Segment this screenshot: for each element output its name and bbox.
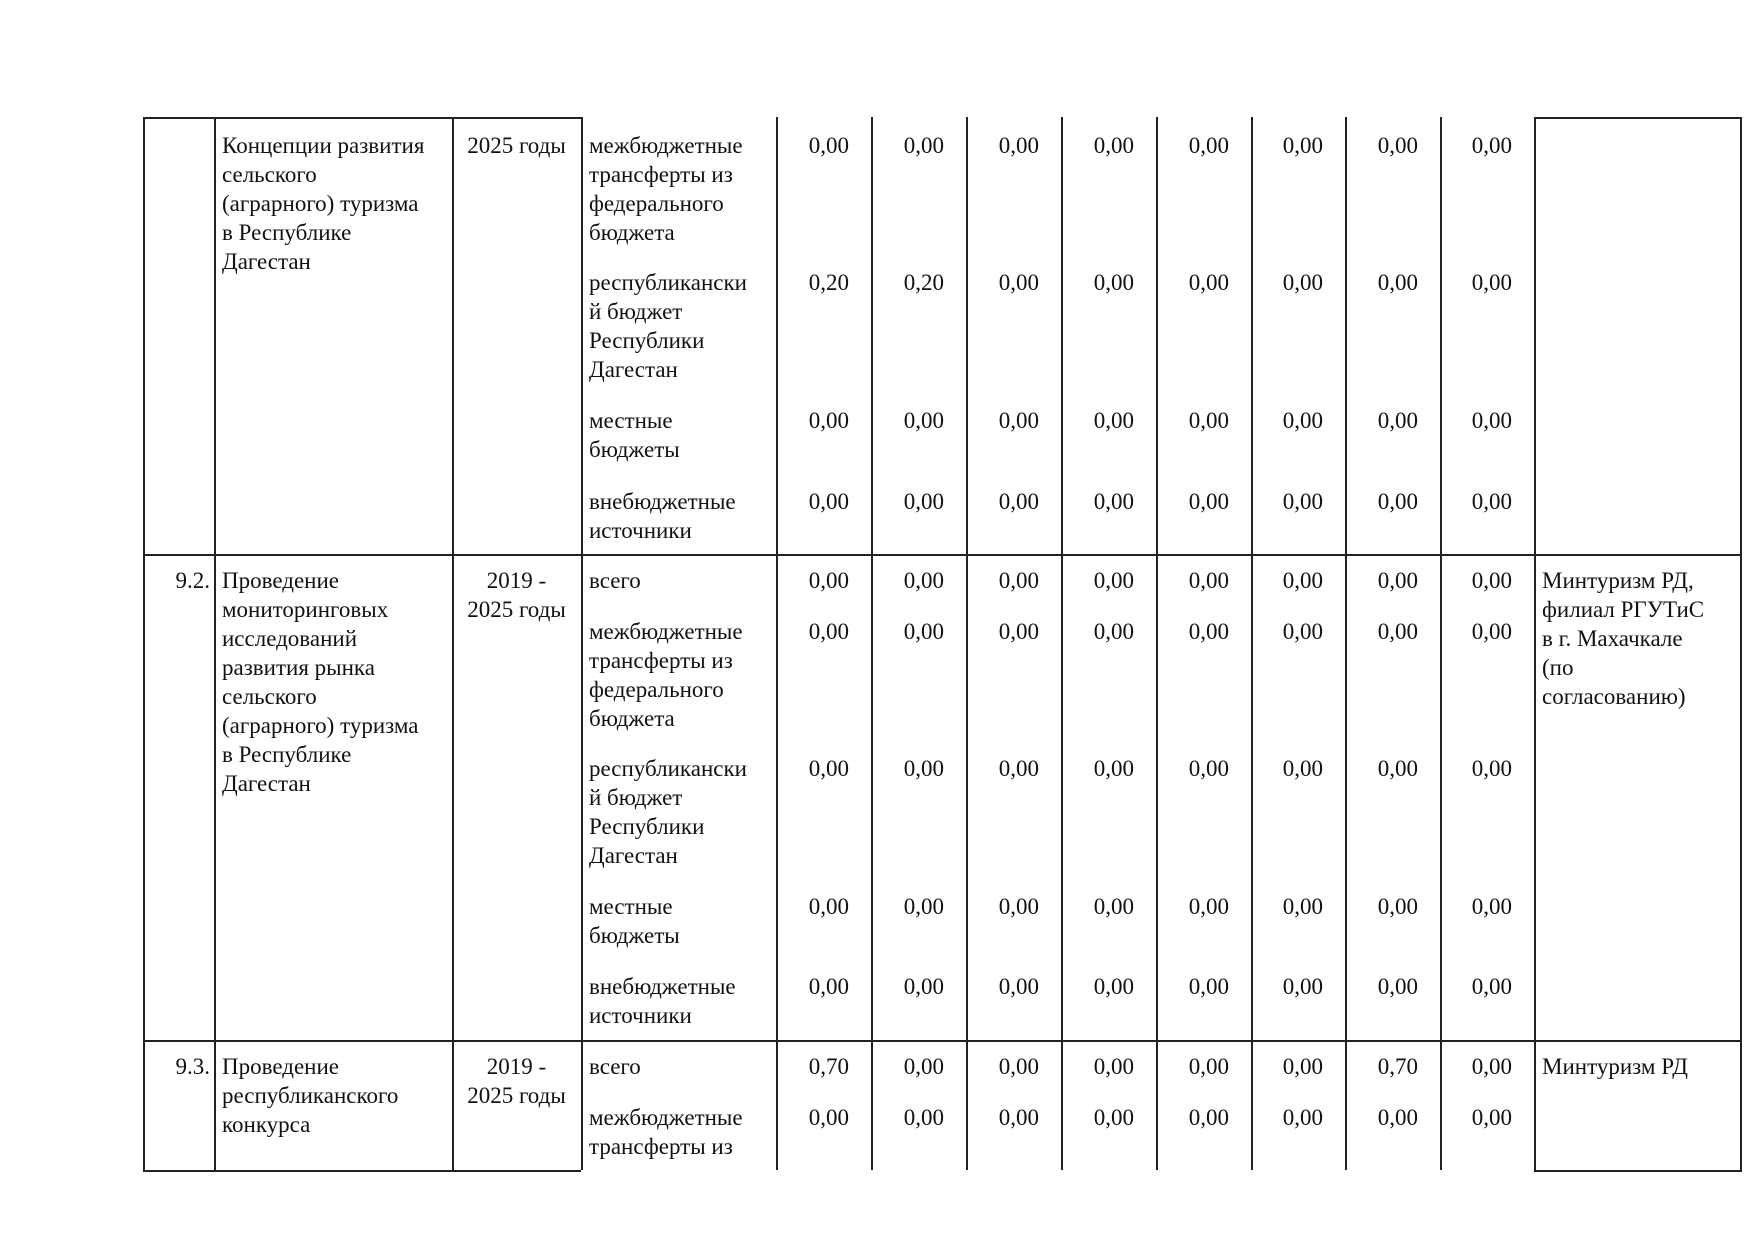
amount-cell: 0,00 xyxy=(903,974,944,999)
item-period-line: 2019 - xyxy=(486,568,547,593)
funding-source-line: Дагестан xyxy=(589,357,678,382)
funding-source xyxy=(589,972,736,1030)
funding-source xyxy=(589,487,736,545)
item-name-line: развития рынка xyxy=(222,655,375,680)
funding-source xyxy=(589,566,641,595)
amount-cell: 0,00 xyxy=(1377,489,1418,514)
amount-cell: 0,00 xyxy=(1282,1105,1323,1130)
funding-source-line: внебюджетные xyxy=(589,489,736,514)
amount-cell: 0,00 xyxy=(1093,408,1134,433)
amount-cell: 0,70 xyxy=(1377,1054,1418,1079)
amount-cell: 0,00 xyxy=(998,619,1039,644)
funding-source-line: Дагестан xyxy=(589,843,678,868)
amount-cell: 0,20 xyxy=(808,270,849,295)
amount-cell: 0,00 xyxy=(903,1105,944,1130)
amount-cell: 0,00 xyxy=(1188,619,1229,644)
funding-source-line: источники xyxy=(589,518,692,543)
amount-cell: 0,00 xyxy=(1471,489,1512,514)
item-period xyxy=(452,566,581,624)
table-top-rule xyxy=(1534,117,1742,119)
funding-source xyxy=(589,892,680,950)
item-executor xyxy=(1542,566,1704,711)
item-name-line: в Республике xyxy=(222,220,352,245)
amount-cell: 0,00 xyxy=(1377,619,1418,644)
item-executor-line: (по xyxy=(1542,655,1574,680)
amount-cell: 0,00 xyxy=(998,489,1039,514)
amount-cell: 0,00 xyxy=(808,568,849,593)
amount-cell: 0,00 xyxy=(998,568,1039,593)
amount-cell: 0,00 xyxy=(808,408,849,433)
amount-cell: 0,00 xyxy=(1471,133,1512,158)
amount-cell: 0,00 xyxy=(1471,619,1512,644)
amount-cell: 0,00 xyxy=(1471,974,1512,999)
funding-source xyxy=(589,617,743,733)
amount-cell: 0,00 xyxy=(998,974,1039,999)
table-top-rule xyxy=(143,117,581,119)
funding-source xyxy=(589,406,680,464)
item-period xyxy=(452,1052,581,1110)
amount-cell: 0,00 xyxy=(998,1105,1039,1130)
item-number xyxy=(143,1052,210,1081)
funding-source-line: межбюджетные xyxy=(589,1105,743,1130)
amount-cell: 0,00 xyxy=(998,1054,1039,1079)
item-name-line: сельского xyxy=(222,684,317,709)
item-name-line: Проведение xyxy=(222,568,339,593)
funding-source-line: трансферты из xyxy=(589,1134,733,1159)
amount-cell: 0,00 xyxy=(903,568,944,593)
funding-source-line: федерального xyxy=(589,191,724,216)
amount-cell: 0,00 xyxy=(1093,568,1134,593)
amount-cell: 0,00 xyxy=(1188,894,1229,919)
amount-cell: 0,00 xyxy=(1471,270,1512,295)
amount-cell: 0,00 xyxy=(1377,756,1418,781)
funding-source xyxy=(589,268,747,384)
column-rule xyxy=(1534,117,1536,1170)
amount-cell: 0,00 xyxy=(998,408,1039,433)
item-name-line: Проведение xyxy=(222,1054,339,1079)
amount-cell: 0,00 xyxy=(1188,489,1229,514)
amount-cell: 0,00 xyxy=(1188,756,1229,781)
funding-source-line: республикански xyxy=(589,756,747,781)
amount-cell: 0,00 xyxy=(1188,974,1229,999)
amount-cell: 0,00 xyxy=(808,1105,849,1130)
amount-cell: 0,00 xyxy=(1188,1105,1229,1130)
amount-cell: 0,00 xyxy=(1377,133,1418,158)
item-name xyxy=(222,131,424,276)
amount-cell: 0,00 xyxy=(1471,1054,1512,1079)
amount-cell: 0,00 xyxy=(903,408,944,433)
amount-cell: 0,00 xyxy=(1377,408,1418,433)
funding-source-line: Республики xyxy=(589,328,705,353)
funding-source-line: трансферты из xyxy=(589,648,733,673)
amount-cell: 0,00 xyxy=(903,1054,944,1079)
amount-cell: 0,00 xyxy=(1377,894,1418,919)
column-rule xyxy=(143,117,145,1170)
amount-cell: 0,00 xyxy=(903,756,944,781)
funding-source-line: внебюджетные xyxy=(589,974,736,999)
amount-cell: 0,00 xyxy=(1093,974,1134,999)
amount-cell: 0,00 xyxy=(1282,270,1323,295)
item-name-line: (аграрного) туризма xyxy=(222,713,419,738)
item-executor xyxy=(1542,1052,1688,1081)
amount-cell: 0,00 xyxy=(808,974,849,999)
item-name-line: Дагестан xyxy=(222,771,311,796)
funding-source-line: бюджета xyxy=(589,706,675,731)
amount-cell: 0,00 xyxy=(1188,133,1229,158)
amount-cell: 0,00 xyxy=(1282,1054,1323,1079)
item-executor-line: филиал РГУТиС xyxy=(1542,597,1705,622)
funding-source-line: Республики xyxy=(589,814,705,839)
row-rule xyxy=(143,1040,1742,1042)
amount-cell: 0,00 xyxy=(1093,756,1134,781)
amount-cell: 0,00 xyxy=(1282,619,1323,644)
funding-source xyxy=(589,754,747,870)
amount-cell: 0,00 xyxy=(1282,568,1323,593)
item-name-line: республиканского xyxy=(222,1083,399,1108)
amount-cell: 0,00 xyxy=(1282,408,1323,433)
funding-source-line: й бюджет xyxy=(589,785,683,810)
funding-source-line: межбюджетные xyxy=(589,133,743,158)
amount-cell: 0,00 xyxy=(1093,489,1134,514)
funding-source-line: местные xyxy=(589,894,673,919)
funding-source-line: всего xyxy=(589,568,641,593)
amount-cell: 0,00 xyxy=(903,133,944,158)
item-name-line: исследований xyxy=(222,626,358,651)
amount-cell: 0,00 xyxy=(1188,568,1229,593)
amount-cell: 0,00 xyxy=(1093,894,1134,919)
amount-cell: 0,00 xyxy=(1093,1105,1134,1130)
item-period-line: 2025 годы xyxy=(467,597,566,622)
funding-source xyxy=(589,131,743,247)
amount-cell: 0,00 xyxy=(1471,894,1512,919)
amount-cell: 0,00 xyxy=(1377,974,1418,999)
item-executor-line: Минтуризм РД, xyxy=(1542,568,1694,593)
table-bottom-rule xyxy=(143,1170,581,1172)
amount-cell: 0,00 xyxy=(1093,270,1134,295)
item-executor-line: согласованию) xyxy=(1542,684,1686,709)
amount-cell: 0,00 xyxy=(808,489,849,514)
amount-cell: 0,00 xyxy=(1471,756,1512,781)
amount-cell: 0,20 xyxy=(903,270,944,295)
item-number-line: 9.3. xyxy=(175,1054,210,1079)
amount-cell: 0,00 xyxy=(1377,270,1418,295)
item-name-line: конкурса xyxy=(222,1112,311,1137)
funding-source-line: всего xyxy=(589,1054,641,1079)
amount-cell: 0,00 xyxy=(808,894,849,919)
item-executor-line: Минтуризм РД xyxy=(1542,1054,1688,1079)
column-rule xyxy=(581,117,583,1170)
amount-cell: 0,00 xyxy=(1471,568,1512,593)
amount-cell: 0,70 xyxy=(808,1054,849,1079)
row-rule xyxy=(143,554,1742,556)
item-period-line: 2025 годы xyxy=(467,133,566,158)
amount-cell: 0,00 xyxy=(903,489,944,514)
amount-cell: 0,00 xyxy=(808,756,849,781)
funding-source-line: местные xyxy=(589,408,673,433)
funding-source-line: трансферты из xyxy=(589,162,733,187)
column-rule xyxy=(1740,117,1742,1170)
funding-source-line: источники xyxy=(589,1003,692,1028)
item-name-line: в Республике xyxy=(222,742,352,767)
amount-cell: 0,00 xyxy=(1377,568,1418,593)
item-executor-line: в г. Махачкале xyxy=(1542,626,1683,651)
item-name-line: (аграрного) туризма xyxy=(222,191,419,216)
amount-cell: 0,00 xyxy=(1282,489,1323,514)
amount-cell: 0,00 xyxy=(1282,133,1323,158)
item-number-line: 9.2. xyxy=(175,568,210,593)
item-name-line: Концепции развития xyxy=(222,133,425,158)
item-period-line: 2025 годы xyxy=(467,1083,566,1108)
amount-cell: 0,00 xyxy=(1471,408,1512,433)
item-name xyxy=(222,1052,398,1139)
amount-cell: 0,00 xyxy=(903,894,944,919)
funding-source-line: бюджеты xyxy=(589,923,680,948)
funding-source xyxy=(589,1052,641,1081)
funding-source-line: республикански xyxy=(589,270,747,295)
amount-cell: 0,00 xyxy=(998,270,1039,295)
amount-cell: 0,00 xyxy=(1188,1054,1229,1079)
funding-source xyxy=(589,1103,743,1161)
amount-cell: 0,00 xyxy=(998,756,1039,781)
amount-cell: 0,00 xyxy=(1282,756,1323,781)
item-name-line: мониторинговых xyxy=(222,597,389,622)
funding-source-line: бюджеты xyxy=(589,437,680,462)
item-period xyxy=(452,131,581,160)
amount-cell: 0,00 xyxy=(1282,974,1323,999)
funding-source-line: межбюджетные xyxy=(589,619,743,644)
funding-source-line: федерального xyxy=(589,677,724,702)
item-name-line: сельского xyxy=(222,162,317,187)
amount-cell: 0,00 xyxy=(903,619,944,644)
table-bottom-rule xyxy=(1534,1170,1742,1172)
item-name-line: Дагестан xyxy=(222,249,311,274)
amount-cell: 0,00 xyxy=(1282,894,1323,919)
column-rule xyxy=(214,117,216,1170)
amount-cell: 0,00 xyxy=(1471,1105,1512,1130)
amount-cell: 0,00 xyxy=(1377,1105,1418,1130)
item-number xyxy=(143,566,210,595)
amount-cell: 0,00 xyxy=(1093,133,1134,158)
funding-source-line: й бюджет xyxy=(589,299,683,324)
amount-cell: 0,00 xyxy=(1188,270,1229,295)
item-name xyxy=(222,566,419,798)
amount-cell: 0,00 xyxy=(998,133,1039,158)
amount-cell: 0,00 xyxy=(1188,408,1229,433)
column-rule xyxy=(452,117,454,1170)
funding-source-line: бюджета xyxy=(589,220,675,245)
amount-cell: 0,00 xyxy=(808,133,849,158)
amount-cell: 0,00 xyxy=(1093,1054,1134,1079)
amount-cell: 0,00 xyxy=(808,619,849,644)
amount-cell: 0,00 xyxy=(998,894,1039,919)
item-period-line: 2019 - xyxy=(486,1054,547,1079)
amount-cell: 0,00 xyxy=(1093,619,1134,644)
